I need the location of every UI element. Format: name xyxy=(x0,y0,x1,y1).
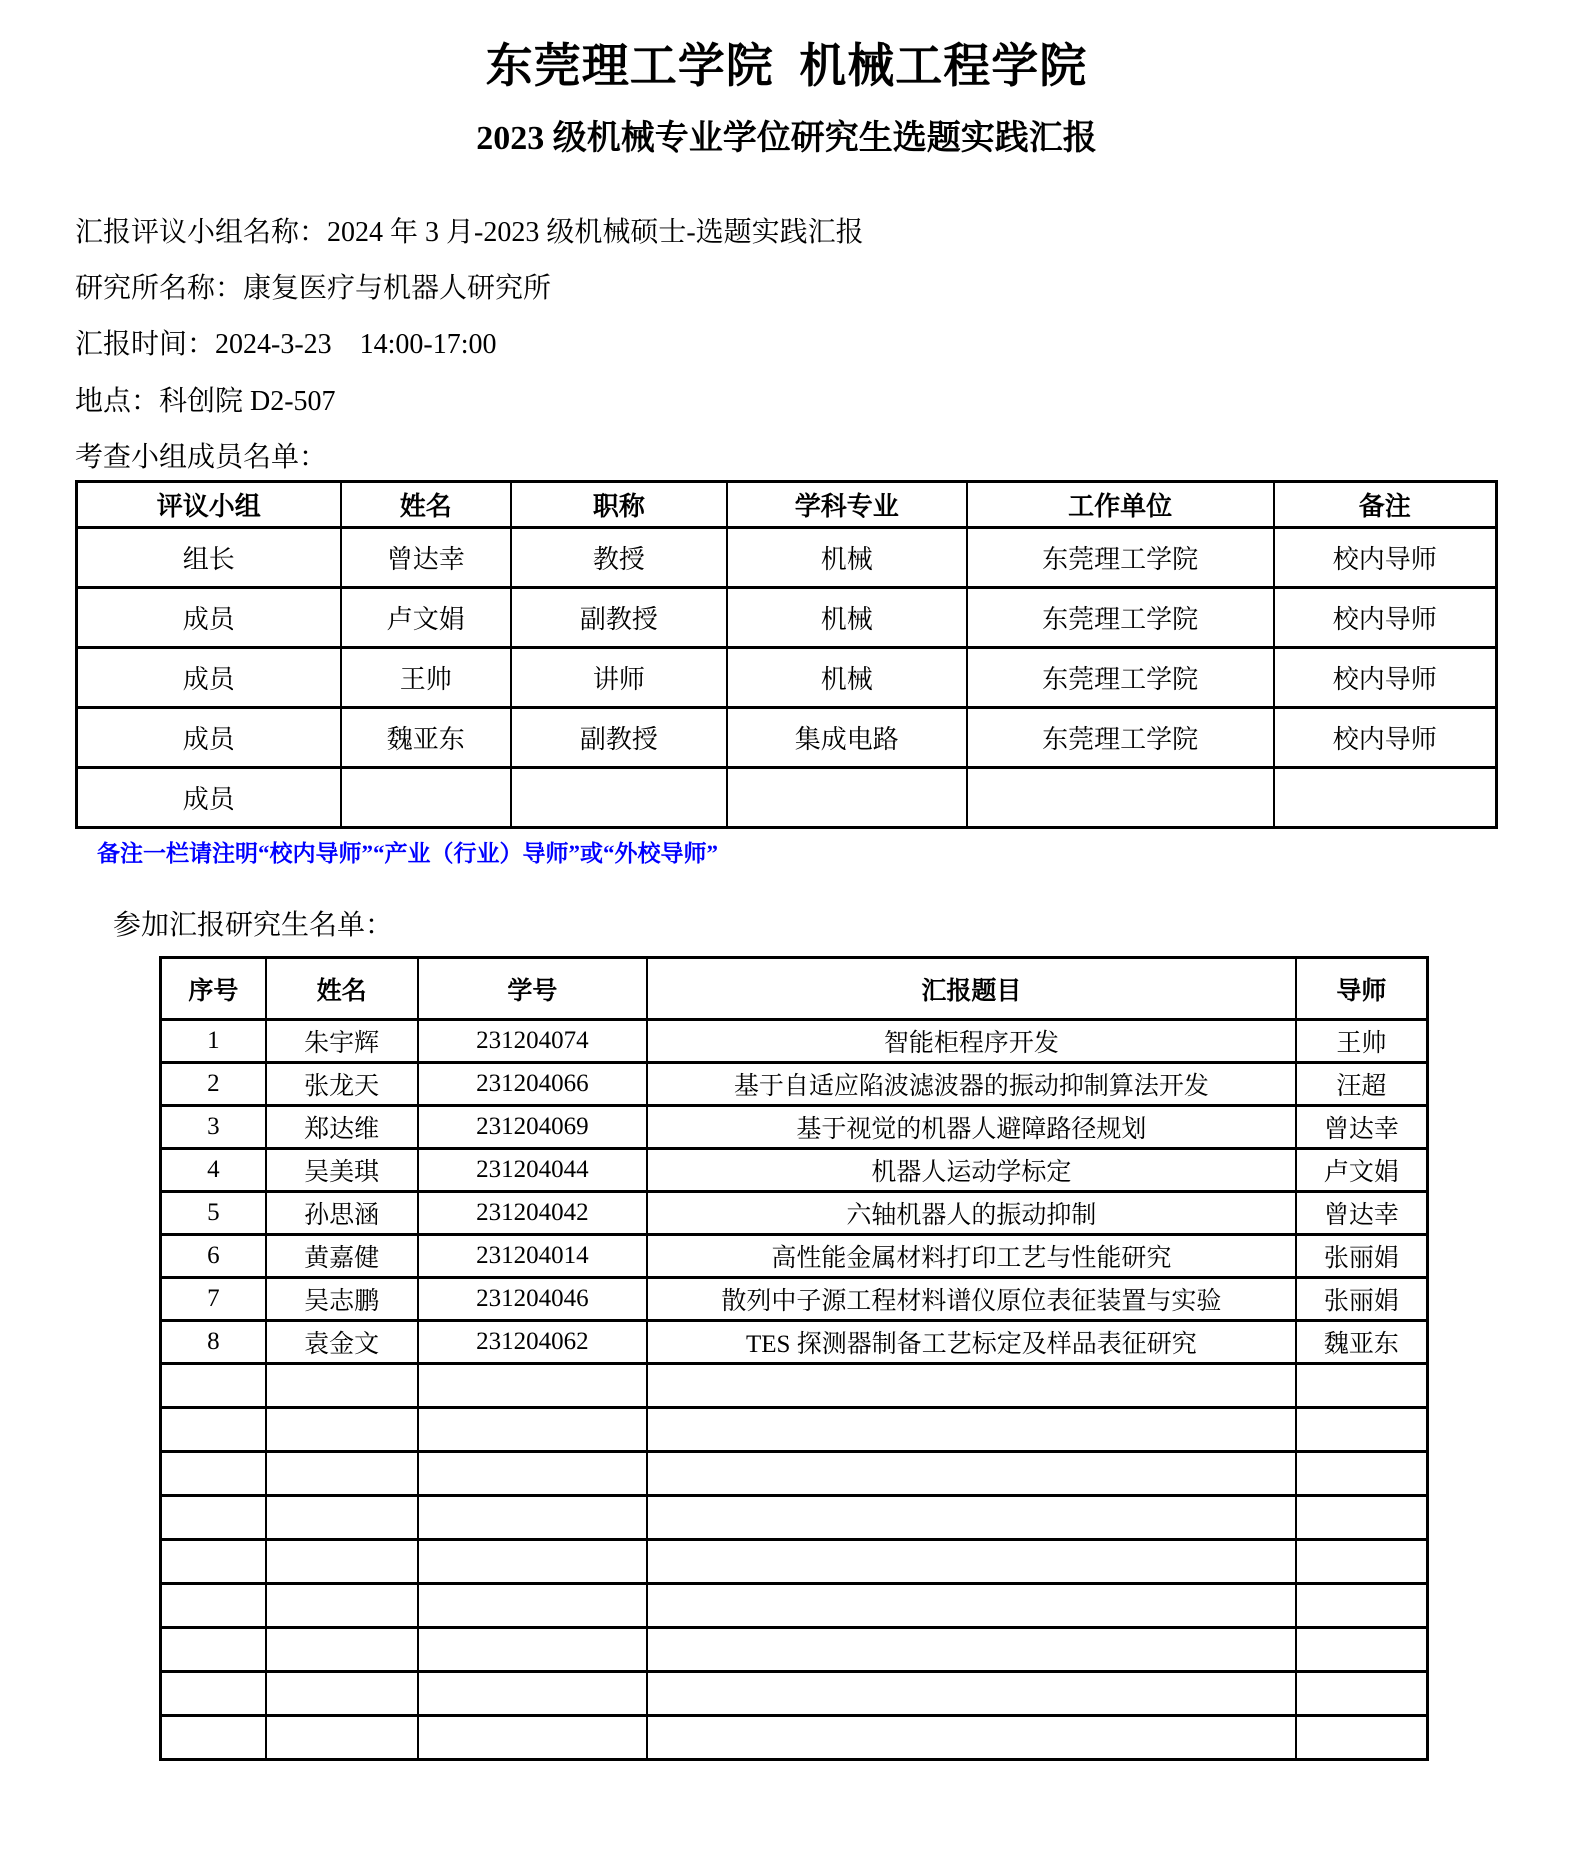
table-cell: 东莞理工学院 xyxy=(967,587,1274,647)
table-cell xyxy=(418,1364,647,1408)
column-header: 姓名 xyxy=(266,958,418,1020)
table-cell: 6 xyxy=(161,1235,266,1278)
table-row xyxy=(161,1584,1428,1628)
table-cell: 成员 xyxy=(77,587,341,647)
table-cell: 成员 xyxy=(77,767,341,827)
table-cell: 校内导师 xyxy=(1274,587,1497,647)
table-cell xyxy=(161,1716,266,1760)
table-row xyxy=(161,1716,1428,1760)
table-cell xyxy=(161,1628,266,1672)
table-cell: 231204014 xyxy=(418,1235,647,1278)
table-cell xyxy=(266,1408,418,1452)
table-cell xyxy=(161,1364,266,1408)
table-cell: 基于自适应陷波滤波器的振动抑制算法开发 xyxy=(647,1063,1296,1106)
table-cell: 张丽娟 xyxy=(1296,1235,1428,1278)
table-cell xyxy=(647,1584,1296,1628)
table-cell: 讲师 xyxy=(511,647,727,707)
table-cell: 3 xyxy=(161,1106,266,1149)
table-cell: 基于视觉的机器人避障路径规划 xyxy=(647,1106,1296,1149)
table-cell: 成员 xyxy=(77,707,341,767)
table-cell xyxy=(161,1452,266,1496)
table-row xyxy=(161,1020,1428,1063)
table-cell xyxy=(1296,1496,1428,1540)
table-row xyxy=(161,1672,1428,1716)
table-cell xyxy=(1296,1716,1428,1760)
table-cell xyxy=(1296,1672,1428,1716)
table-cell: 吴志鹏 xyxy=(266,1278,418,1321)
table-cell xyxy=(266,1584,418,1628)
table-cell xyxy=(647,1452,1296,1496)
table-cell xyxy=(1296,1452,1428,1496)
table-cell xyxy=(647,1496,1296,1540)
table-cell: 魏亚东 xyxy=(341,707,511,767)
table-cell xyxy=(647,1364,1296,1408)
table-cell xyxy=(647,1672,1296,1716)
page-subtitle: 2023 级机械专业学位研究生选题实践汇报 xyxy=(476,119,1097,157)
table-row xyxy=(161,1364,1428,1408)
table-cell xyxy=(418,1584,647,1628)
table-row xyxy=(161,1149,1428,1192)
table-cell: 2 xyxy=(161,1063,266,1106)
table-cell xyxy=(161,1540,266,1584)
table-cell xyxy=(266,1628,418,1672)
column-header: 评议小组 xyxy=(77,481,341,527)
table-row xyxy=(77,527,1497,587)
students-heading: 参加汇报研究生名单： xyxy=(113,910,394,942)
table-cell: 王帅 xyxy=(341,647,511,707)
table-cell xyxy=(266,1364,418,1408)
table-cell: 231204069 xyxy=(418,1106,647,1149)
table-row xyxy=(161,1452,1428,1496)
meta-line-review-group: 汇报评议小组名称：2024 年 3 月-2023 级机械硕士-选题实践汇报 xyxy=(75,216,864,248)
table-cell xyxy=(1296,1540,1428,1584)
table-cell xyxy=(418,1716,647,1760)
students-table xyxy=(159,956,1429,1761)
table-cell: 孙思涵 xyxy=(266,1192,418,1235)
column-header: 职称 xyxy=(511,481,727,527)
table-cell: 231204042 xyxy=(418,1192,647,1235)
committee-header-row xyxy=(77,481,1497,527)
table-cell: 231204066 xyxy=(418,1063,647,1106)
table-cell: 东莞理工学院 xyxy=(967,527,1274,587)
meta-line-location: 地点：科创院 D2-507 xyxy=(75,385,336,417)
students-header-row xyxy=(161,958,1428,1020)
table-cell xyxy=(418,1408,647,1452)
table-cell: 231204046 xyxy=(418,1278,647,1321)
table-cell xyxy=(647,1540,1296,1584)
table-cell: 8 xyxy=(161,1321,266,1364)
table-cell: 成员 xyxy=(77,647,341,707)
table-cell xyxy=(266,1540,418,1584)
table-cell xyxy=(967,767,1274,827)
table-cell: 曾达幸 xyxy=(1296,1106,1428,1149)
table-cell: 智能柜程序开发 xyxy=(647,1020,1296,1063)
table-cell: 郑达维 xyxy=(266,1106,418,1149)
table-row xyxy=(77,587,1497,647)
table-cell: 张龙天 xyxy=(266,1063,418,1106)
column-header: 备注 xyxy=(1274,481,1497,527)
table-cell: 副教授 xyxy=(511,707,727,767)
table-cell: 231204044 xyxy=(418,1149,647,1192)
table-cell xyxy=(418,1628,647,1672)
table-cell: 张丽娟 xyxy=(1296,1278,1428,1321)
page-title: 东莞理工学院 机械工程学院 xyxy=(485,41,1088,93)
table-row xyxy=(161,1408,1428,1452)
table-cell xyxy=(418,1540,647,1584)
table-cell xyxy=(647,1628,1296,1672)
table-row xyxy=(77,767,1497,827)
column-header: 工作单位 xyxy=(967,481,1274,527)
table-row xyxy=(161,1235,1428,1278)
meta-line-institute: 研究所名称：康复医疗与机器人研究所 xyxy=(75,273,552,305)
table-cell: 校内导师 xyxy=(1274,707,1497,767)
table-cell: 7 xyxy=(161,1278,266,1321)
table-cell xyxy=(1274,767,1497,827)
table-cell: 4 xyxy=(161,1149,266,1192)
table-cell: 集成电路 xyxy=(727,707,967,767)
table-cell: 机器人运动学标定 xyxy=(647,1149,1296,1192)
table-cell: 曾达幸 xyxy=(341,527,511,587)
meta-line-report-time: 汇报时间：2024-3-23 14:00-17:00 xyxy=(75,329,497,361)
table-cell: 组长 xyxy=(77,527,341,587)
table-cell xyxy=(161,1584,266,1628)
table-cell: 袁金文 xyxy=(266,1321,418,1364)
table-cell xyxy=(727,767,967,827)
table-cell: 朱宇辉 xyxy=(266,1020,418,1063)
table-cell: 吴美琪 xyxy=(266,1149,418,1192)
table-cell xyxy=(418,1672,647,1716)
table-row xyxy=(161,1278,1428,1321)
table-cell: 校内导师 xyxy=(1274,527,1497,587)
table-cell: 曾达幸 xyxy=(1296,1192,1428,1235)
table-cell xyxy=(418,1496,647,1540)
table-row xyxy=(161,1106,1428,1149)
table-row xyxy=(161,1496,1428,1540)
table-cell xyxy=(511,767,727,827)
committee-table xyxy=(75,480,1498,829)
table-cell xyxy=(647,1408,1296,1452)
table-row xyxy=(161,1321,1428,1364)
table-cell xyxy=(1296,1628,1428,1672)
table-cell xyxy=(1296,1364,1428,1408)
table-cell xyxy=(161,1672,266,1716)
table-cell xyxy=(1296,1584,1428,1628)
column-header: 学号 xyxy=(418,958,647,1020)
table-cell: 六轴机器人的振动抑制 xyxy=(647,1192,1296,1235)
meta-block xyxy=(75,217,1498,418)
table-cell: 231204074 xyxy=(418,1020,647,1063)
column-header: 汇报题目 xyxy=(647,958,1296,1020)
column-header: 姓名 xyxy=(341,481,511,527)
table-cell: 黄嘉健 xyxy=(266,1235,418,1278)
table-row xyxy=(161,1192,1428,1235)
table-row xyxy=(77,707,1497,767)
table-cell xyxy=(266,1716,418,1760)
table-cell xyxy=(161,1408,266,1452)
table-cell xyxy=(647,1716,1296,1760)
table-cell xyxy=(1296,1408,1428,1452)
column-header: 序号 xyxy=(161,958,266,1020)
table-cell xyxy=(266,1672,418,1716)
table-cell: TES 探测器制备工艺标定及样品表征研究 xyxy=(647,1321,1296,1364)
table-cell: 1 xyxy=(161,1020,266,1063)
table-cell: 卢文娟 xyxy=(341,587,511,647)
table-cell: 副教授 xyxy=(511,587,727,647)
table-cell: 东莞理工学院 xyxy=(967,647,1274,707)
table-row xyxy=(161,1540,1428,1584)
table-cell xyxy=(161,1496,266,1540)
remark-note: 备注一栏请注明“校内导师”“产业（行业）导师”或“外校导师” xyxy=(97,840,718,866)
table-cell: 校内导师 xyxy=(1274,647,1497,707)
table-cell: 机械 xyxy=(727,587,967,647)
table-cell xyxy=(266,1452,418,1496)
table-cell: 5 xyxy=(161,1192,266,1235)
table-cell: 王帅 xyxy=(1296,1020,1428,1063)
table-cell: 231204062 xyxy=(418,1321,647,1364)
column-header: 导师 xyxy=(1296,958,1428,1020)
table-cell: 魏亚东 xyxy=(1296,1321,1428,1364)
column-header: 学科专业 xyxy=(727,481,967,527)
table-row xyxy=(161,1063,1428,1106)
table-cell: 机械 xyxy=(727,647,967,707)
committee-heading: 考查小组成员名单： xyxy=(75,441,328,473)
table-cell: 卢文娟 xyxy=(1296,1149,1428,1192)
table-cell: 教授 xyxy=(511,527,727,587)
table-cell xyxy=(418,1452,647,1496)
table-cell: 汪超 xyxy=(1296,1063,1428,1106)
table-cell: 高性能金属材料打印工艺与性能研究 xyxy=(647,1235,1296,1278)
table-cell: 机械 xyxy=(727,527,967,587)
table-row xyxy=(77,647,1497,707)
table-cell xyxy=(341,767,511,827)
table-cell xyxy=(266,1496,418,1540)
table-row xyxy=(161,1628,1428,1672)
table-cell: 散列中子源工程材料谱仪原位表征装置与实验 xyxy=(647,1278,1296,1321)
table-cell: 东莞理工学院 xyxy=(967,707,1274,767)
